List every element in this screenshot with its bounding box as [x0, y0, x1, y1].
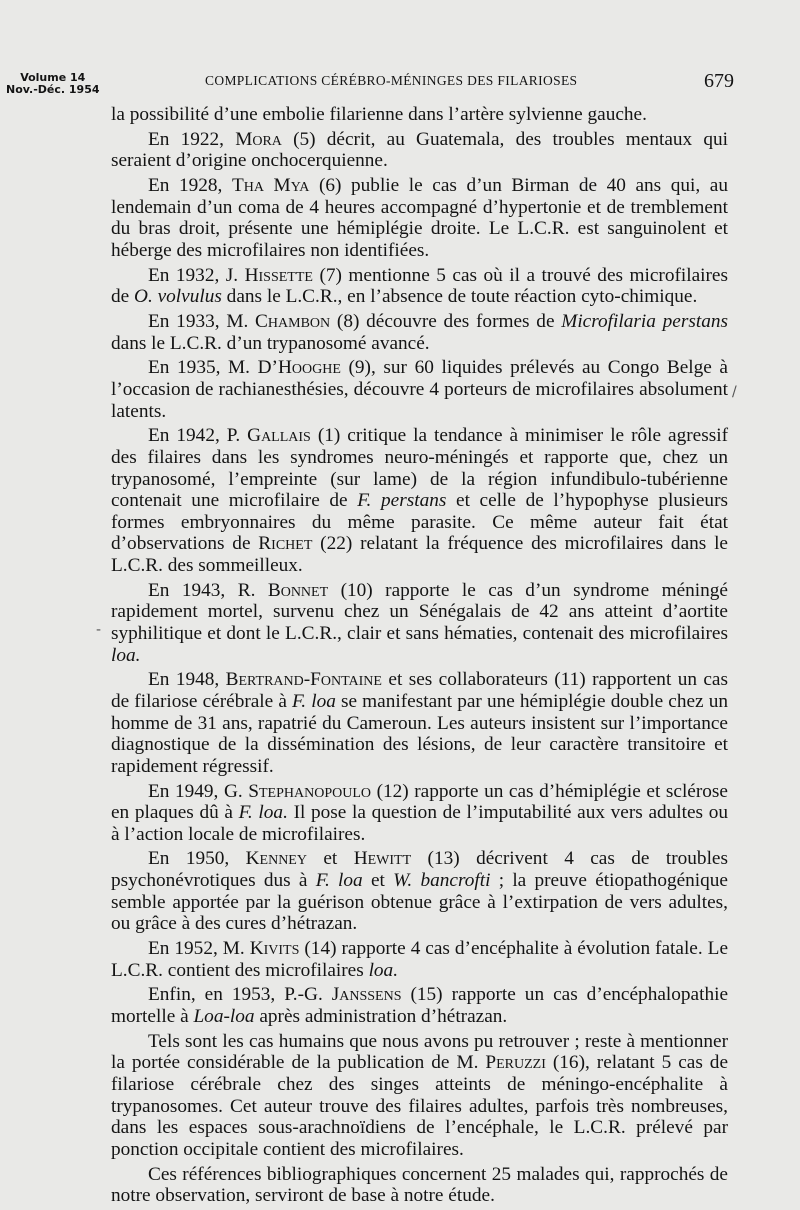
- author-name: Bertrand-Fontaine: [225, 669, 382, 691]
- paragraph: [111, 425, 728, 576]
- species-name: F. loa: [292, 690, 336, 712]
- text-run: En 1932, J.: [148, 264, 245, 286]
- paragraph: [111, 848, 728, 934]
- running-title: COMPLICATIONS CÉRÉBRO-MÉNINGES DES FILARIOSES: [205, 73, 578, 88]
- page-header: [0, 70, 800, 100]
- text-run: En 1949, G.: [148, 780, 249, 802]
- paragraph: [111, 1164, 728, 1207]
- author-name: Chambon: [255, 311, 331, 333]
- text-run: En 1943, R.: [148, 579, 268, 601]
- paragraph: [111, 580, 728, 666]
- text-run: (15) rapporte un cas d’encéphalopathie mortelle à: [111, 984, 729, 1027]
- species-name: Loa-loa: [193, 1006, 255, 1027]
- text-run: (8) découvre des formes de: [330, 311, 562, 333]
- paragraph: [111, 129, 728, 172]
- author-name: Hooghe: [277, 357, 341, 379]
- text-run: (9), sur 60 liquides prélevés au Congo Belge à l’occasion de rachianesthésies, découvre 4 porteurs de microfilaires absolument latents.: [111, 357, 728, 422]
- paragraph: [111, 669, 728, 777]
- species-name: O. volvulus: [134, 286, 222, 308]
- species-name: F. loa.: [238, 802, 288, 824]
- text-run: (5) décrit, au Guatemala, des troubles mentaux qui seraient d’origine onchocerquienne.: [111, 128, 728, 172]
- text-run: En 1942, P.: [148, 425, 248, 447]
- author-name: Hissette: [244, 264, 313, 286]
- species-name: Microfilaria perstans: [561, 311, 728, 333]
- species-name: F. loa: [315, 870, 363, 892]
- species-name: W. bancrofti: [393, 870, 491, 892]
- text-run: dans le L.C.R., en l’absence de toute réaction cyto-chimique.: [221, 286, 698, 308]
- paragraph: [111, 104, 728, 126]
- author-name: Mora: [235, 128, 282, 150]
- text-run: (12) rapporte un cas d’hémiplégie et sclérose en plaques dû à: [111, 780, 728, 824]
- author-name: Gallais: [247, 425, 311, 447]
- paragraph: [111, 938, 728, 981]
- text-run: En 1928,: [148, 175, 232, 197]
- text-run: En 1922,: [148, 128, 236, 150]
- text-run: (10) rapporte le cas d’un syndrome méningé rapidement mortel, survenu chez un Sénégalais de 42 ans atteint d’aortite syphilitique et dont le L.C.R., clair et sans hématies, contenait des microfilaires: [111, 579, 728, 644]
- species-name: loa.: [111, 644, 141, 666]
- text-run: ; la preuve étiopathogénique semble apportée par la guérison obtenue grâce à l’extirpation de vers adultes, ou grâce à des cures d’hétrazan.: [111, 870, 728, 935]
- text-run: Enfin, en 1953, P.-G.: [148, 984, 332, 1006]
- paragraph: [111, 357, 728, 422]
- text-run: (1) critique la tendance à minimiser le rôle agressif des filaires dans les syndromes neuro-méningés et rapporte que, chez un trypanosomé, l’empreinte (sur lame) de la région infundibulo-tubérienne contenait une microfilaire de: [111, 425, 729, 512]
- text-run: (16), relatant 5 cas de filariose cérébrale chez des singes atteints de méningo-encéphalite à trypanosomes. Cet auteur trouve des filaires adultes, parfois très nombreuses, dans les espaces sous-arachnoïdiens de l’encéphale, le L.C.R. prélevé par ponction occipitale contient des microfilaires.: [111, 1052, 728, 1160]
- text-run: dans le L.C.R. d’un trypanosomé avancé.: [111, 332, 430, 354]
- article-body: [111, 104, 728, 1210]
- paragraph: [111, 175, 728, 261]
- volume-number: Volume 14: [20, 71, 86, 84]
- text-run: (7) mentionne 5 cas où il a trouvé des microfilaires de: [111, 264, 728, 308]
- text-run: se manifestant par une hémiplégie double chez un homme de 31 ans, rapatrié du Cameroun. Les auteurs insistent sur l’importance diagnostique de la dissémination des lésions, de leur caractère transitoire et rapidement régressif.: [111, 690, 728, 777]
- page-number: 679: [704, 70, 734, 92]
- paragraph: [111, 984, 728, 1027]
- margin-mark: /: [732, 384, 737, 400]
- text-run: En 1933, M.: [148, 311, 256, 333]
- author-name: Hewitt: [353, 848, 412, 870]
- author-name: Tha Mya: [231, 175, 310, 197]
- author-name: Kivits: [249, 938, 300, 960]
- author-name: Janssens: [331, 984, 402, 1006]
- margin-mark: -: [96, 622, 102, 638]
- issue-date: Nov.-Déc. 1954: [6, 83, 100, 96]
- text-run: Il pose la question de l’imputabilité aux vers adultes ou à l’action locale de microfilaires.: [111, 802, 729, 845]
- author-name: Bonnet: [267, 579, 329, 601]
- paragraph: [111, 1031, 728, 1161]
- text-run: (6) publie le cas d’un Birman de 40 ans qui, au lendemain d’un coma de 4 heures accompagné d’hypertonie et de tremblement du bras droit, présente une hémiplégie droite. Le L.C.R. est sanguinolent et héberge des microfilaires non identifiées.: [111, 175, 728, 261]
- paragraph: [111, 781, 728, 846]
- species-name: loa.: [368, 959, 399, 981]
- volume-info: [6, 72, 100, 96]
- author-name: Stephanopoulo: [248, 780, 371, 802]
- text-run: En 1952, M.: [148, 938, 250, 960]
- paragraph: [111, 311, 728, 354]
- text-run: et: [306, 848, 354, 870]
- text-run: En 1935, M. D’: [148, 357, 278, 379]
- text-run: et: [362, 870, 394, 892]
- text-run: En 1950,: [148, 848, 246, 870]
- text-run: Ces références bibliographiques concernent 25 malades qui, rapprochés de notre observation, serviront de base à notre étude.: [111, 1163, 728, 1207]
- text-run: (13) décrivent 4 cas de troubles psychonévrotiques dus à: [111, 848, 728, 892]
- text-run: et celle de l’hypophyse plusieurs formes embryonnaires du même parasite. Ce même auteur fait état d’observations de: [111, 490, 729, 555]
- paragraph: [111, 265, 728, 308]
- text-run: la possibilité d’une embolie filarienne dans l’artère sylvienne gauche.: [111, 104, 647, 125]
- author-name: Richet: [258, 533, 313, 555]
- author-name: Kenney: [245, 848, 307, 870]
- text-run: (22) relatant la fréquence des microfilaires dans le L.C.R. des sommeilleux.: [111, 533, 728, 576]
- text-run: et ses collaborateurs (11) rapportent un cas de filariose cérébrale à: [111, 669, 728, 712]
- author-name: Peruzzi: [485, 1052, 546, 1074]
- text-run: Tels sont les cas humains que nous avons pu retrouver ; reste à mentionner la portée considérable de la publication de M.: [111, 1030, 728, 1074]
- text-run: En 1948,: [148, 669, 226, 691]
- text-run: (14) rapporte 4 cas d’encéphalite à évolution fatale. Le L.C.R. contient des microfilaires: [111, 938, 729, 981]
- species-name: F. perstans: [357, 490, 447, 512]
- text-run: après administration d’hétrazan.: [254, 1006, 508, 1027]
